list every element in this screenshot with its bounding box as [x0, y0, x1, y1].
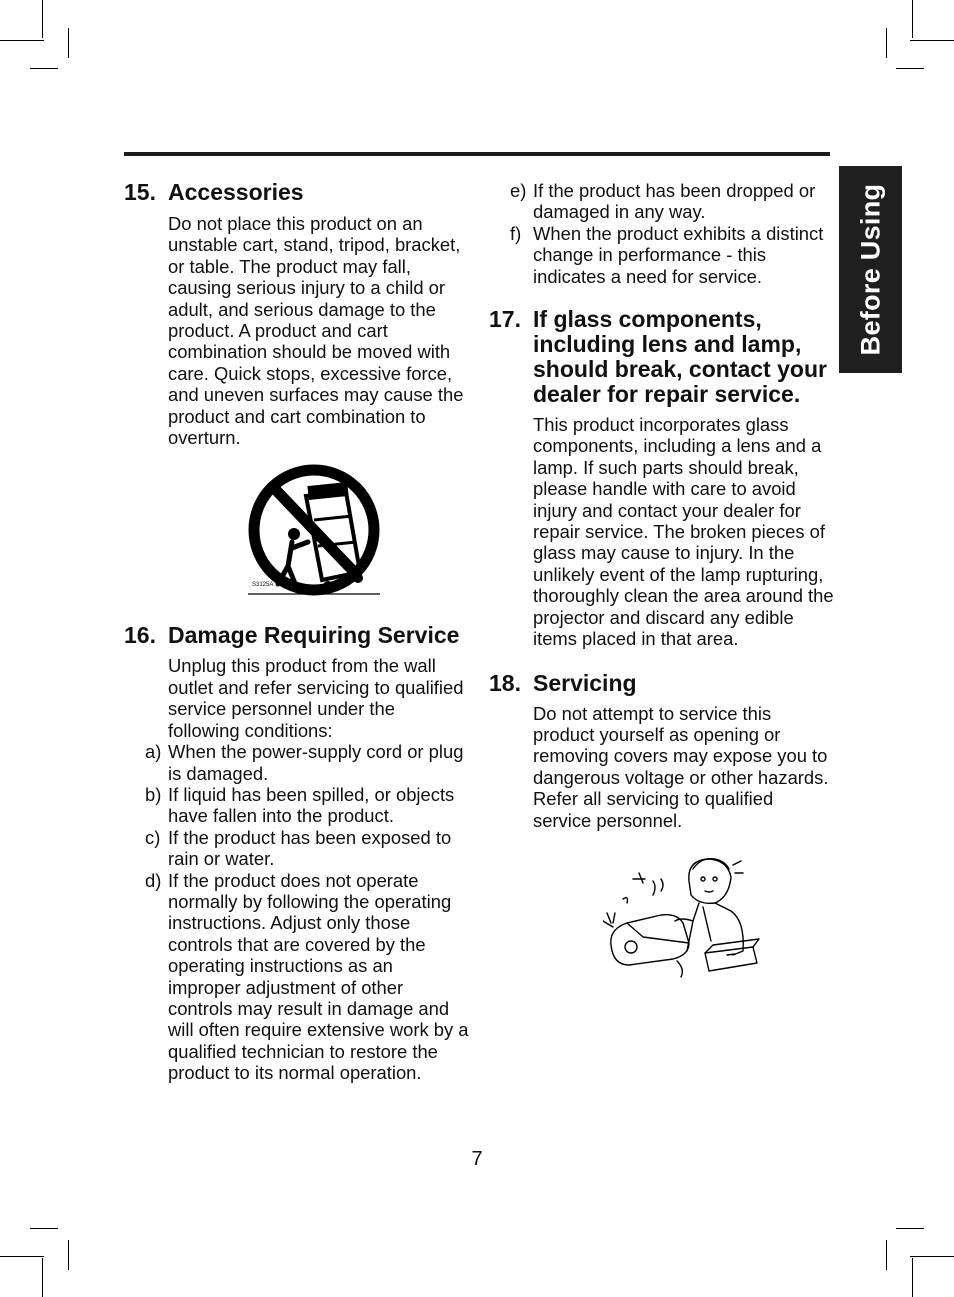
section-title: Servicing: [533, 669, 637, 696]
section-15-heading: [124, 180, 469, 205]
figure-code: S3125A: [252, 582, 274, 589]
crop-mark: [68, 1240, 69, 1270]
list-item: d) If the product does not operate normally by following the operating instructions. Adjust only those controls that are covered by the operating instructions as an improper adjustment of other controls may result in damage and will often require extensive work by a qualified technician to restore the product to its normal operation.: [145, 869, 469, 1084]
crop-mark: [886, 1240, 887, 1270]
section-title: Damage Requiring Service: [168, 622, 460, 649]
cart-warning-figure: [124, 462, 469, 607]
section-18-heading: [489, 671, 834, 696]
section-title: If glass components, including lens and lamp, should break, contact your dealer for repair service.: [533, 306, 827, 408]
section-number: 17.: [489, 306, 521, 333]
section-16-heading: [124, 623, 469, 648]
crop-mark: [886, 28, 887, 58]
crop-mark: [912, 0, 913, 38]
servicing-figure: [489, 851, 834, 981]
crop-mark: [42, 1258, 43, 1297]
crop-mark: [0, 1256, 44, 1257]
section-17-body: This product incorporates glass components, including a lens and a lamp. If such parts should break, please handle with care to avoid injury and contact your dealer for repair service. The broken pieces of glass may cause to injury. In the unlikely event of the lamp rupturing, thoroughly clean the area around the projector and discard any edible items placed in that area.: [533, 414, 834, 650]
section-18-body: Do not attempt to service this product yourself as opening or removing covers may expose you to dangerous voltage or other hazards. Refer all servicing to qualified service personnel.: [533, 702, 829, 831]
crop-mark: [42, 0, 43, 38]
crop-mark: [896, 1228, 924, 1229]
left-column: [124, 180, 469, 1084]
crop-mark: [910, 1256, 954, 1257]
section-number: 18.: [489, 669, 521, 696]
header-rule: [124, 152, 830, 156]
section-side-tab: [839, 166, 902, 373]
crop-mark: [30, 68, 58, 69]
crop-mark: [68, 28, 69, 58]
crop-mark: [896, 68, 924, 69]
right-column: [489, 180, 834, 981]
crop-mark: [30, 1228, 58, 1229]
section-17-heading: [489, 307, 834, 407]
section-16-intro: Unplug this product from the wall outlet and refer servicing to qualified service personnel under the following conditions:: [168, 655, 464, 741]
list-item: e) If the product has been dropped or damaged in any way.: [510, 180, 816, 223]
list-item: b) If liquid has been spilled, or objects have fallen into the product.: [145, 783, 455, 827]
section-number: 16.: [124, 622, 156, 649]
list-item: a) When the power-supply cord or plug is damaged.: [145, 741, 464, 784]
section-15-body: Do not place this product on an unstable cart, stand, tripod, bracket, or table. The product may fall, causing serious injury to a child or adult, and serious damage to the product. A product and cart combination should be moved with care. Quick stops, excessive force, and uneven surfaces may cause the product and cart combination to overturn.: [168, 213, 464, 449]
page-number: 7: [471, 1148, 483, 1170]
list-item: c) If the product has been exposed to rain or water.: [145, 826, 452, 870]
crop-mark: [910, 40, 954, 41]
section-title: Accessories: [168, 179, 304, 205]
side-tab-label: Before Using: [855, 183, 885, 356]
crop-mark: [0, 40, 44, 41]
technician-repair-illustration: [603, 851, 763, 981]
section-number: 15.: [124, 179, 156, 205]
crop-mark: [912, 1258, 913, 1297]
list-item: f) When the product exhibits a distinct change in performance - this indicates a need for service.: [510, 222, 824, 287]
